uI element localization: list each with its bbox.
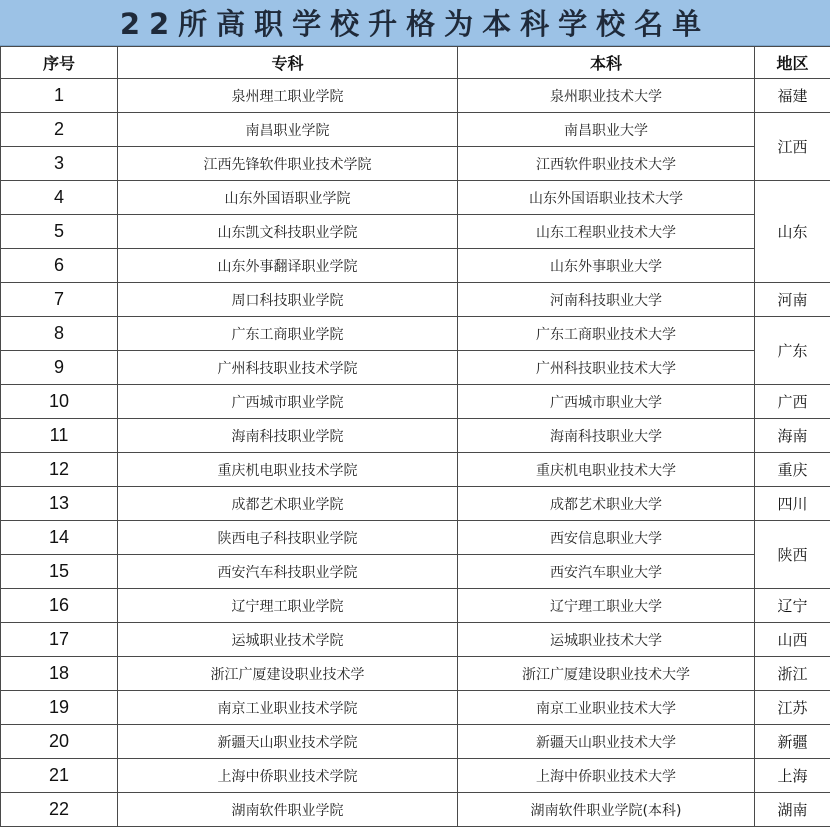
table-body — [1, 79, 830, 827]
cell-benke: 湖南软件职业学院(本科) — [458, 793, 755, 827]
cell-num: 20 — [1, 725, 118, 759]
cell-zhuanke: 海南科技职业学院 — [118, 419, 458, 453]
table-row — [1, 113, 830, 147]
cell-num: 6 — [1, 249, 118, 283]
cell-num: 10 — [1, 385, 118, 419]
cell-zhuanke: 西安汽车科技职业学院 — [118, 555, 458, 589]
cell-region: 广西 — [755, 385, 830, 419]
cell-zhuanke: 湖南软件职业学院 — [118, 793, 458, 827]
cell-zhuanke: 运城职业技术学院 — [118, 623, 458, 657]
cell-zhuanke: 浙江广厦建设职业技术学 — [118, 657, 458, 691]
cell-zhuanke: 山东外国语职业学院 — [118, 181, 458, 215]
cell-benke: 南京工业职业技术大学 — [458, 691, 755, 725]
cell-region: 浙江 — [755, 657, 830, 691]
cell-num: 5 — [1, 215, 118, 249]
cell-region: 湖南 — [755, 793, 830, 827]
header-num: 序号 — [1, 47, 118, 79]
cell-benke: 山东工程职业技术大学 — [458, 215, 755, 249]
table-row — [1, 759, 830, 793]
table-row — [1, 623, 830, 657]
header-region: 地区 — [755, 47, 830, 79]
cell-benke: 山东外国语职业技术大学 — [458, 181, 755, 215]
cell-benke: 海南科技职业大学 — [458, 419, 755, 453]
cell-num: 7 — [1, 283, 118, 317]
cell-num: 9 — [1, 351, 118, 385]
cell-num: 2 — [1, 113, 118, 147]
table-row — [1, 147, 830, 181]
cell-benke: 广州科技职业技术大学 — [458, 351, 755, 385]
cell-zhuanke: 重庆机电职业技术学院 — [118, 453, 458, 487]
cell-num: 15 — [1, 555, 118, 589]
cell-benke: 运城职业技术大学 — [458, 623, 755, 657]
cell-region: 山东 — [755, 181, 830, 283]
cell-num: 1 — [1, 79, 118, 113]
cell-benke: 西安信息职业大学 — [458, 521, 755, 555]
cell-num: 17 — [1, 623, 118, 657]
cell-region: 新疆 — [755, 725, 830, 759]
cell-benke: 泉州职业技术大学 — [458, 79, 755, 113]
cell-num: 8 — [1, 317, 118, 351]
page-title: 22所高职学校升格为本科学校名单 — [119, 7, 711, 41]
cell-region: 福建 — [755, 79, 830, 113]
cell-region: 江苏 — [755, 691, 830, 725]
cell-benke: 西安汽车职业大学 — [458, 555, 755, 589]
cell-region: 陕西 — [755, 521, 830, 589]
cell-benke: 江西软件职业技术大学 — [458, 147, 755, 181]
cell-region: 上海 — [755, 759, 830, 793]
cell-num: 12 — [1, 453, 118, 487]
table-row — [1, 487, 830, 521]
table-row — [1, 181, 830, 215]
cell-num: 14 — [1, 521, 118, 555]
cell-zhuanke: 陕西电子科技职业学院 — [118, 521, 458, 555]
cell-zhuanke: 泉州理工职业学院 — [118, 79, 458, 113]
table-header-row — [1, 47, 830, 79]
cell-num: 11 — [1, 419, 118, 453]
cell-benke: 浙江广厦建设职业技术大学 — [458, 657, 755, 691]
cell-benke: 山东外事职业大学 — [458, 249, 755, 283]
table-row — [1, 453, 830, 487]
cell-zhuanke: 山东凯文科技职业学院 — [118, 215, 458, 249]
cell-benke: 广东工商职业技术大学 — [458, 317, 755, 351]
cell-region: 广东 — [755, 317, 830, 385]
cell-zhuanke: 上海中侨职业技术学院 — [118, 759, 458, 793]
table-row — [1, 317, 830, 351]
cell-num: 4 — [1, 181, 118, 215]
table-row — [1, 691, 830, 725]
cell-region: 江西 — [755, 113, 830, 181]
table-row — [1, 283, 830, 317]
cell-zhuanke: 广东工商职业学院 — [118, 317, 458, 351]
table-row — [1, 351, 830, 385]
header-zhuanke: 专科 — [118, 47, 458, 79]
table-row — [1, 657, 830, 691]
cell-benke: 新疆天山职业技术大学 — [458, 725, 755, 759]
cell-zhuanke: 新疆天山职业技术学院 — [118, 725, 458, 759]
cell-benke: 南昌职业大学 — [458, 113, 755, 147]
cell-zhuanke: 山东外事翻译职业学院 — [118, 249, 458, 283]
cell-zhuanke: 成都艺术职业学院 — [118, 487, 458, 521]
header-benke: 本科 — [458, 47, 755, 79]
table-row — [1, 385, 830, 419]
table-row — [1, 725, 830, 759]
cell-zhuanke: 周口科技职业学院 — [118, 283, 458, 317]
cell-num: 3 — [1, 147, 118, 181]
cell-benke: 成都艺术职业大学 — [458, 487, 755, 521]
cell-num: 22 — [1, 793, 118, 827]
cell-num: 19 — [1, 691, 118, 725]
cell-benke: 河南科技职业大学 — [458, 283, 755, 317]
cell-zhuanke: 南京工业职业技术学院 — [118, 691, 458, 725]
cell-zhuanke: 广西城市职业学院 — [118, 385, 458, 419]
table-row — [1, 589, 830, 623]
cell-zhuanke: 广州科技职业技术学院 — [118, 351, 458, 385]
cell-zhuanke: 辽宁理工职业学院 — [118, 589, 458, 623]
cell-region: 海南 — [755, 419, 830, 453]
table-row — [1, 215, 830, 249]
cell-zhuanke: 江西先锋软件职业技术学院 — [118, 147, 458, 181]
cell-benke: 辽宁理工职业大学 — [458, 589, 755, 623]
cell-region: 重庆 — [755, 453, 830, 487]
table-row — [1, 79, 830, 113]
cell-benke: 广西城市职业大学 — [458, 385, 755, 419]
table-row — [1, 419, 830, 453]
cell-region: 山西 — [755, 623, 830, 657]
cell-region: 辽宁 — [755, 589, 830, 623]
cell-region: 四川 — [755, 487, 830, 521]
table-row — [1, 249, 830, 283]
cell-benke: 上海中侨职业技术大学 — [458, 759, 755, 793]
table-row — [1, 555, 830, 589]
table-row — [1, 521, 830, 555]
cell-num: 18 — [1, 657, 118, 691]
table-row — [1, 793, 830, 827]
cell-num: 13 — [1, 487, 118, 521]
cell-zhuanke: 南昌职业学院 — [118, 113, 458, 147]
school-upgrade-table — [0, 46, 830, 827]
cell-num: 21 — [1, 759, 118, 793]
title-banner — [0, 0, 830, 46]
cell-num: 16 — [1, 589, 118, 623]
cell-benke: 重庆机电职业技术大学 — [458, 453, 755, 487]
cell-region: 河南 — [755, 283, 830, 317]
